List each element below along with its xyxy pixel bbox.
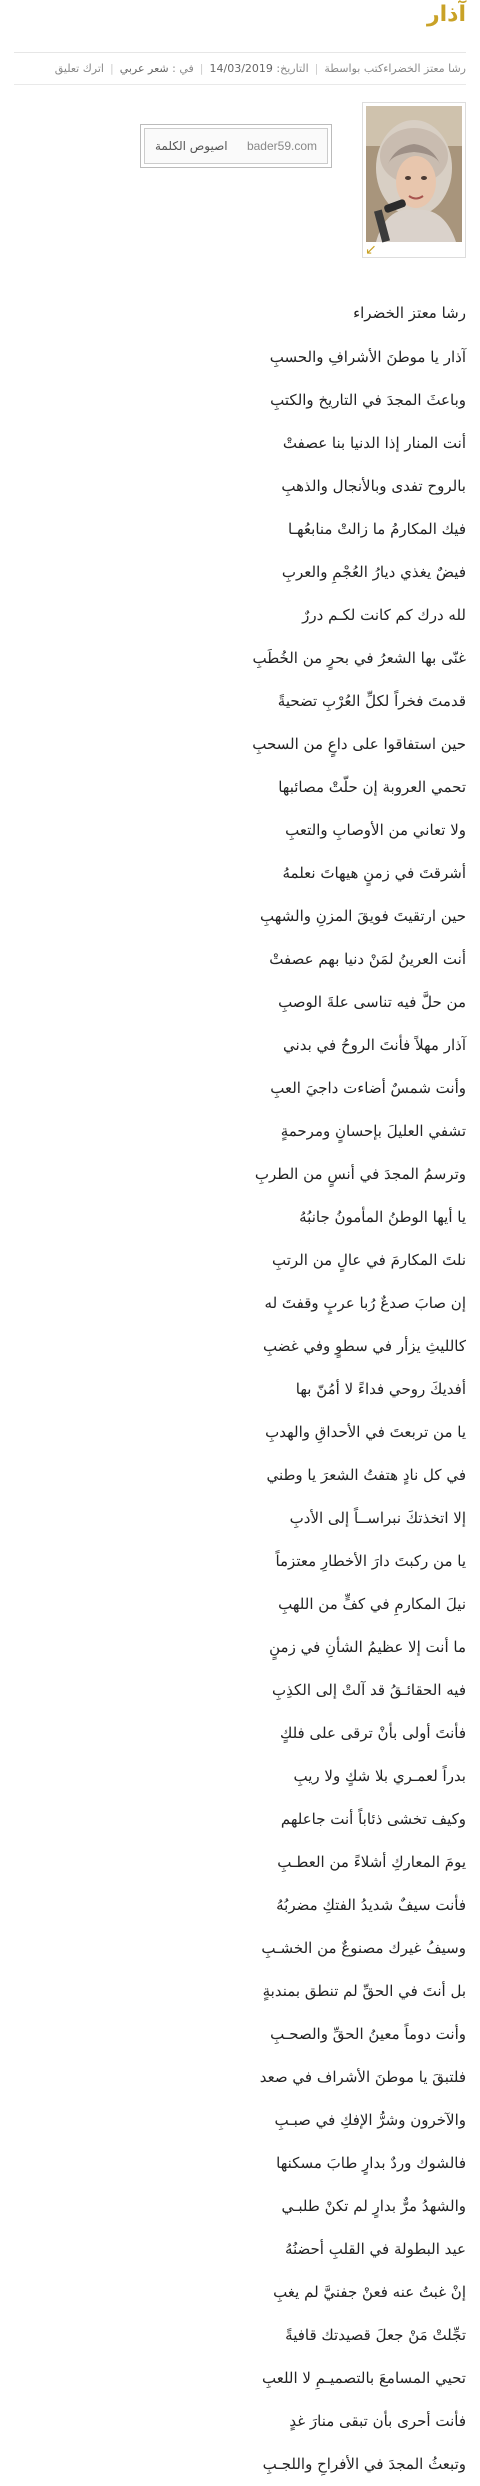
meta-author[interactable] [324, 62, 466, 75]
poem-author: رشا معتز الخضراء [353, 304, 466, 322]
poem-verse: فأنتَ أولى بأنْ ترقى على فلكٍ [279, 1724, 466, 1742]
poem-verse: أشرقتَ في زمنٍ هيهاتَ نعلمهُ [282, 864, 466, 882]
poem-verse: أنت المنار إذا الدنيا بنا عصفتْ [282, 434, 466, 452]
poem-verse: وترسمُ المجدَ في أنسٍ من الطربِ [254, 1165, 466, 1183]
poem-verse: يا أيها الوطنُ المأمونُ جانبُهُ [299, 1208, 466, 1226]
meta-author-suffix: كتب بواسطة [324, 62, 384, 75]
poem-verse: يومَ المعاركِ أشلاءً من العطـبِ [277, 1853, 466, 1871]
meta-category-link[interactable]: شعر عربي [119, 62, 169, 75]
meta-separator: | [109, 62, 114, 75]
expand-arrow-icon[interactable]: ↙ [365, 242, 377, 258]
meta-category-label: في : [172, 62, 194, 75]
author-photo[interactable] [366, 106, 462, 242]
meta-date [210, 62, 309, 75]
poem-verse: غنّى بها الشعرُ في بحرٍ من الخُطَبِ [252, 649, 466, 667]
poem-verse: تحمي العروبة إن حلّتْ مصائبها [278, 778, 466, 796]
poem-verse: بالروح تفدى وبالأنجال والذهبِ [281, 477, 466, 495]
font-banner-brand: bader59.com [246, 139, 317, 153]
leave-comment-link[interactable]: اترك تعليق [54, 62, 104, 75]
poem-verse: أفديكَ روحي فداءً لا أمُنّ بها [295, 1380, 466, 1398]
poem-verse: والآخرون وشرُّ الإفكِ في صبـبِ [274, 2111, 466, 2129]
poem-verse: حين استفاقوا على داعٍ من السحبِ [252, 735, 466, 753]
poem-verse: وسيفُ غيرك مصنوعٌ من الخشـبِ [261, 1939, 466, 1957]
poem-verse: وكيف تخشى ذئاباً أنت جاعلهم [280, 1810, 466, 1828]
meta-author-name[interactable]: رشا معتز الخضراء [383, 62, 466, 75]
meta-separator: | [314, 62, 319, 75]
font-banner-label: اصيوص الكلمة [155, 139, 228, 153]
poem-verse: لله درك كم كانت لكـم دررٌ [302, 606, 466, 624]
meta-category [120, 62, 194, 75]
meta-date-label: التاريخ: [276, 62, 309, 75]
poem-verse: آذار مهلاً فأنتَ الروحُ في بدني [283, 1036, 466, 1054]
article-meta [14, 53, 466, 85]
poem-verse: إن صابَ صدعٌ رُبا عربٍ وقفتَ له [264, 1294, 466, 1312]
poem-verse: فيك المكارمُ ما زالتْ منابعُهـا [288, 520, 466, 538]
poem-verse: يا من تربعتَ في الأحداقِ والهدبِ [265, 1423, 466, 1441]
font-banner-inner [144, 128, 328, 164]
author-photo-image [366, 106, 462, 242]
poem-verse: ولا تعاني من الأوصابِ والتعبِ [285, 821, 466, 839]
poem-body [14, 298, 466, 2486]
poem-verse: قدمتَ فخراً لكلِّ العُرْبِ تضحيةً [277, 692, 466, 710]
poem-verse: فأنت أحرى بأن تبقى منارَ غدٍ [289, 2412, 466, 2430]
poem-verse: أنت العرينُ لمَنْ دنيا بهم عصفتْ [269, 950, 466, 968]
meta-separator: | [199, 62, 204, 75]
poem-verse: نلتَ المكارمَ في عالٍ من الرتبِ [272, 1251, 466, 1269]
meta-date-value: 14/03/2019 [209, 62, 273, 75]
poem-verse: وباعثَ المجدَ في التاريخ والكتبِ [270, 391, 466, 409]
author-photo-frame[interactable] [362, 102, 466, 258]
poem-verse: فيه الحقائـقُ قد آلتْ إلى الكذِبِ [271, 1681, 466, 1699]
poem-verse: وتبعثُ المجدَ في الأفراحِ واللجـبِ [262, 2455, 466, 2473]
poem-verse: بل أنتَ في الحقِّ لم تنطق بمندبةٍ [262, 1982, 466, 2000]
poem-verse: عيد البطولة في القلبِ أحضنُهُ [284, 2240, 466, 2258]
poem-verse: فلتبقَ يا موطنَ الأشراف في صعد [259, 2068, 466, 2086]
poem-verse: تحيي المسامعَ بالتصميـمِ لا اللعبِ [262, 2369, 466, 2387]
font-banner[interactable] [140, 124, 332, 168]
poem-verse: وأنت شمسٌ أضاءت داجيَ العبِ [270, 1079, 466, 1097]
poem-verse: والشهدُ مرٌّ بدارٍ لم تكنْ طلبـي [281, 2197, 466, 2215]
poem-verse: في كل نادٍ هتفتُ الشعرَ يا وطني [266, 1466, 466, 1484]
article-media [14, 102, 466, 262]
poem-verse: كالليثِ يزأر في سطوٍ وفي غضبِ [263, 1337, 466, 1355]
poem-verse: حين ارتقيتَ فويقَ المزنِ والشهبِ [259, 907, 466, 925]
poem-verse: تشفي العليلَ بإحسانٍ ومرحمةٍ [280, 1122, 466, 1140]
poem-verse: نيلَ المكارمِ في كفٍّ من اللهبِ [278, 1595, 466, 1613]
article-title: آذار [426, 2, 466, 27]
poem-verse: آذار يا موطنَ الأشرافِ والحسبِ [269, 348, 466, 366]
poem-verse: إنْ غبتُ عنه فعنْ جفنيَّ لم يغبِ [273, 2283, 466, 2301]
poem-verse: فأنت سيفٌ شديدُ الفتكِ مضربُهُ [276, 1896, 466, 1914]
poem-verse: وأنت دوماً معينُ الحقِّ والصحـبِ [270, 2025, 466, 2043]
poem-verses [14, 336, 466, 2486]
poem-verse: ما أنت إلا عظيمُ الشأنِ في زمنٍ [269, 1638, 466, 1656]
poem-verse: فيضٌ يغذي دیارُ العُجْمِ والعربِ [281, 563, 466, 581]
poem-verse: إلا اتخذتكَ نبراســاً إلى الأدبِ [289, 1509, 466, 1527]
poem-verse: يا من ركبتَ دارَ الأخطارِ معتزماً [275, 1552, 466, 1570]
poem-verse: تجِّلتْ مَنْ جعلَ قصيدتك قافيةً [285, 2326, 466, 2344]
poem-verse: فالشوك وردٌ بدارٍ طابَ مسكنها [276, 2154, 466, 2172]
poem-verse: بدراً لعمـري بلا شكٍ ولا ريبِ [293, 1767, 466, 1785]
poem-verse: من حلَّ فيه تناسى علةَ الوصبِ [278, 993, 466, 1011]
